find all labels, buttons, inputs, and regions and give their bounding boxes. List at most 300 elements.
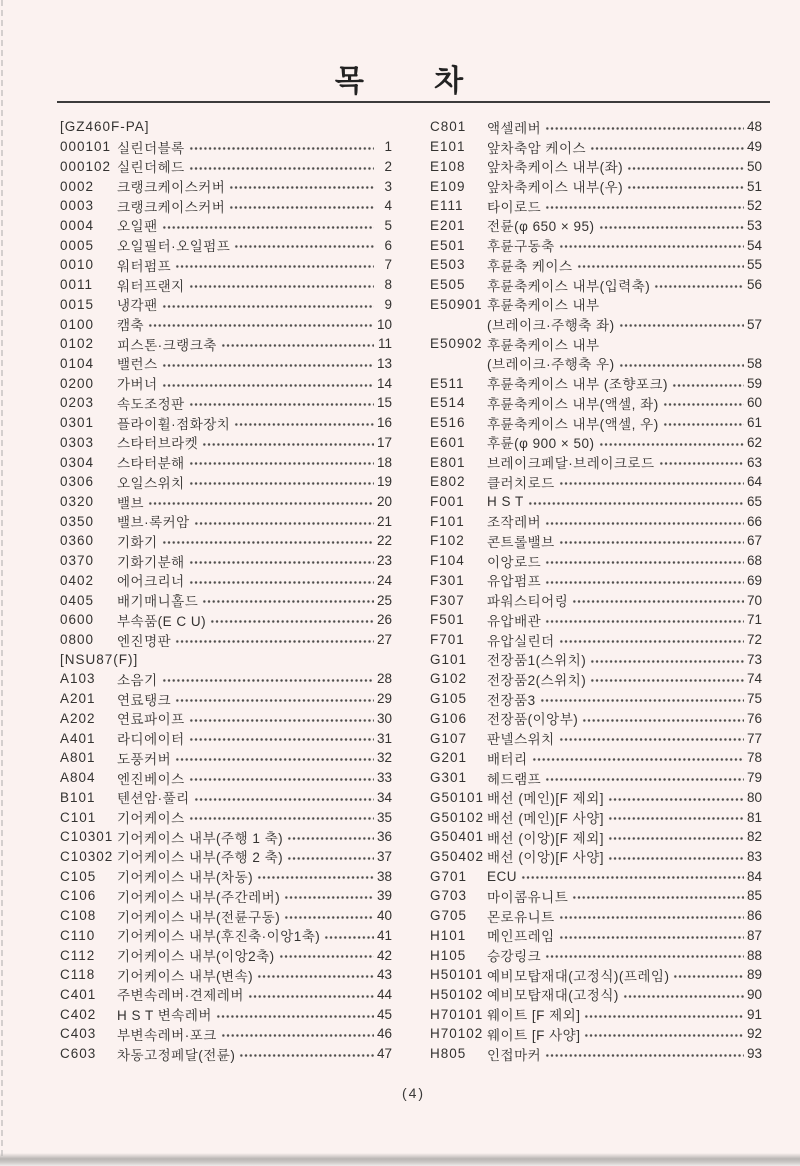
toc-entry-row xyxy=(430,649,762,669)
toc-entry-label: 전장품(이앙부) xyxy=(487,712,579,728)
toc-entry-page: 22 xyxy=(376,533,392,549)
toc-leader-dots xyxy=(559,531,744,551)
toc-entry-row xyxy=(430,354,762,374)
toc-entry-label: 소음기 xyxy=(117,672,158,688)
toc-entry-label: 마이콤유니트 xyxy=(487,889,569,905)
toc-entry-label: 엔진베이스 xyxy=(117,771,185,787)
toc-entry-label: 연료파이프 xyxy=(117,712,185,728)
toc-entry-row xyxy=(60,571,392,591)
toc-entry-row xyxy=(60,807,392,827)
toc-entry-row xyxy=(60,906,392,926)
toc-entry-code: A804 xyxy=(60,770,96,786)
toc-entry-page: 23 xyxy=(376,553,392,569)
toc-entry-code: C112 xyxy=(60,947,96,963)
toc-entry-label: 스타터분해 xyxy=(117,456,185,472)
toc-entry-page: 13 xyxy=(376,355,392,371)
toc-entry-code: H805 xyxy=(430,1046,467,1062)
toc-leader-dots xyxy=(521,866,744,886)
toc-entry-label: 후륜축케이스 내부(액셀, 우) xyxy=(487,416,659,432)
toc-entry-label: 부변속레버·포크 xyxy=(117,1027,217,1043)
toc-entry-page: 31 xyxy=(376,730,392,746)
toc-entry-page: 58 xyxy=(746,355,762,371)
toc-entry-page: 53 xyxy=(746,217,762,233)
toc-entry-label: 기어케이스 xyxy=(117,811,185,827)
toc-entry-label: 엔진명판 xyxy=(117,633,172,649)
toc-leader-dots xyxy=(162,216,374,236)
toc-entry-page: 72 xyxy=(746,632,762,648)
toc-leader-dots xyxy=(654,275,744,295)
toc-entry-code: 0303 xyxy=(60,434,95,450)
toc-entry-row xyxy=(430,827,762,847)
toc-entry-row xyxy=(60,886,392,906)
toc-entry-label: 전륜(φ 650 × 95) xyxy=(487,219,595,235)
toc-entry-code: G301 xyxy=(430,770,468,786)
toc-leader-dots xyxy=(619,314,744,334)
toc-leader-dots xyxy=(604,334,744,354)
toc-entry-row xyxy=(430,235,762,255)
toc-entry-page: 26 xyxy=(376,612,392,628)
toc-entry-row xyxy=(60,669,392,689)
toc-entry-code: E50902 xyxy=(430,336,483,352)
toc-entry-label: 실린더헤드 xyxy=(117,160,185,176)
toc-entry-label: 파워스티어링 xyxy=(487,594,569,610)
toc-leader-dots xyxy=(189,807,374,827)
toc-entry-label: 기어케이스 내부(후진축·이앙1축) xyxy=(117,929,321,945)
toc-leader-dots xyxy=(162,669,374,689)
toc-entry-code: G50401 xyxy=(430,829,485,845)
toc-entry-code: A801 xyxy=(60,750,96,766)
toc-entry-page: 74 xyxy=(746,671,762,687)
toc-entry-page: 52 xyxy=(746,198,762,214)
toc-entry-row xyxy=(430,176,762,196)
toc-entry-page: 75 xyxy=(746,691,762,707)
toc-entry-page: 21 xyxy=(376,513,392,529)
toc-entry-label: 헤드램프 xyxy=(487,771,542,787)
toc-entry-page: 6 xyxy=(384,237,392,253)
toc-entry-row xyxy=(430,669,762,689)
toc-entry-label: 냉각팬 xyxy=(117,298,158,314)
toc-entry-page: 38 xyxy=(376,868,392,884)
toc-entry-label: 크랭크케이스커버 xyxy=(117,199,226,215)
toc-leader-dots xyxy=(189,768,374,788)
toc-entry-code: 0011 xyxy=(60,277,94,293)
toc-entry-label: 전장품1(스위치) xyxy=(487,653,587,669)
toc-entry-code: H105 xyxy=(430,947,467,963)
toc-entry-label: 유압펌프 xyxy=(487,574,542,590)
toc-entry-page: 81 xyxy=(746,809,762,825)
toc-entry-label: H S T xyxy=(487,494,524,510)
toc-entry-code: 0200 xyxy=(60,375,95,391)
toc-entry-row xyxy=(60,748,392,768)
toc-entry-code: 0005 xyxy=(60,237,95,253)
toc-leader-dots xyxy=(162,531,374,551)
toc-entry-code: G201 xyxy=(430,750,468,766)
toc-entry-row xyxy=(430,275,762,295)
toc-leader-dots xyxy=(599,216,744,236)
toc-entry-row xyxy=(430,807,762,827)
toc-entry-page: 90 xyxy=(746,986,762,1002)
toc-leader-dots xyxy=(673,965,744,985)
toc-entry-row xyxy=(60,551,392,571)
toc-entry-code: E511 xyxy=(430,375,465,391)
toc-entry-page: 1 xyxy=(384,139,392,155)
toc-entry-row xyxy=(60,373,392,393)
toc-leader-dots xyxy=(663,393,744,413)
toc-entry-code: A201 xyxy=(60,691,96,707)
toc-entry-code: G50102 xyxy=(430,809,485,825)
toc-entry-code: F701 xyxy=(430,632,465,648)
toc-leader-dots xyxy=(590,649,744,669)
toc-entry-row xyxy=(60,216,392,236)
toc-entry-row xyxy=(430,610,762,630)
toc-leader-dots xyxy=(189,393,374,413)
toc-entry-code: 0800 xyxy=(60,632,95,648)
toc-entry-page: 10 xyxy=(376,316,392,332)
toc-entry-label: 후륜축 케이스 xyxy=(487,258,573,274)
toc-entry-row xyxy=(60,945,392,965)
toc-entry-page: 57 xyxy=(746,316,762,332)
toc-leader-dots xyxy=(545,511,744,531)
toc-entry-page: 42 xyxy=(376,947,392,963)
toc-leader-dots xyxy=(528,492,744,512)
toc-entry-page: 88 xyxy=(746,947,762,963)
toc-entry-label: 워터펌프 xyxy=(117,258,172,274)
toc-entry-page: 5 xyxy=(384,217,392,233)
toc-leader-dots xyxy=(189,571,374,591)
toc-entry-page: 40 xyxy=(376,908,392,924)
toc-entry-row xyxy=(60,176,392,196)
toc-entry-page: 83 xyxy=(746,848,762,864)
toc-leader-dots xyxy=(619,354,744,374)
toc-entry-row xyxy=(60,689,392,709)
toc-entry-code: G105 xyxy=(430,691,468,707)
toc-entry-label: 기어케이스 내부(주간레버) xyxy=(117,889,281,905)
toc-entry-row xyxy=(430,925,762,945)
toc-entry-page: 32 xyxy=(376,750,392,766)
toc-entry-row xyxy=(60,511,392,531)
toc-leader-dots xyxy=(627,176,744,196)
toc-leader-dots xyxy=(189,551,374,571)
toc-entry-row xyxy=(60,630,392,650)
toc-entry-row xyxy=(430,709,762,729)
toc-leader-dots xyxy=(584,1004,744,1024)
toc-entry-label: 메인프레임 xyxy=(487,929,555,945)
toc-leader-dots xyxy=(608,807,744,827)
toc-leader-dots xyxy=(257,965,374,985)
toc-entry-code: C801 xyxy=(430,119,467,135)
toc-entry-row xyxy=(430,433,762,453)
toc-entry-code: A401 xyxy=(60,730,96,746)
toc-entry-label: 클러치로드 xyxy=(487,475,555,491)
toc-entry-page: 66 xyxy=(746,513,762,529)
toc-leader-dots xyxy=(279,945,374,965)
toc-leader-dots xyxy=(189,472,374,492)
toc-entry-row xyxy=(430,630,762,650)
toc-entry-code: G101 xyxy=(430,651,468,667)
toc-leader-dots xyxy=(599,433,744,453)
toc-entry-label: 주변속레버·견제레버 xyxy=(117,988,244,1004)
toc-entry-row xyxy=(60,1024,392,1044)
toc-leader-dots xyxy=(239,1044,374,1064)
toc-entry-code: E50901 xyxy=(430,296,483,312)
toc-entry-row xyxy=(60,137,392,157)
toc-entry-code: E111 xyxy=(430,198,464,214)
toc-leader-dots xyxy=(189,156,374,176)
toc-entry-page: 45 xyxy=(376,1006,392,1022)
toc-entry-label: 부속품(E C U) xyxy=(117,613,207,629)
toc-entry-row xyxy=(60,354,392,374)
toc-leader-dots xyxy=(175,630,374,650)
page-title: 목 차 xyxy=(334,65,466,98)
toc-entry-label: 후륜축케이스 내부 xyxy=(487,298,600,314)
toc-entry-code: C108 xyxy=(60,908,97,924)
toc-entry-page: 30 xyxy=(376,710,392,726)
toc-entry-label: (브레이크·주행축 우) xyxy=(487,357,615,373)
toc-entry-row xyxy=(430,866,762,886)
toc-entry-label: 텐션암·풀리 xyxy=(117,791,190,807)
toc-entry-code: E505 xyxy=(430,277,466,293)
toc-entry-page: 54 xyxy=(746,237,762,253)
toc-entry-code: E801 xyxy=(430,454,466,470)
toc-entry-row xyxy=(430,294,762,314)
toc-entry-label: 예비모탑재대(고정식) xyxy=(487,988,619,1004)
toc-entry-code: G701 xyxy=(430,868,468,884)
toc-section-header: [NSU87(F)] xyxy=(60,651,139,667)
toc-entry-code: A103 xyxy=(60,671,96,687)
toc-leader-dots xyxy=(162,354,374,374)
toc-entry-label: 이앙로드 xyxy=(487,554,542,570)
toc-entry-label: 예비모탑재대(고정식)(프레임) xyxy=(487,968,670,984)
toc-entry-page: 67 xyxy=(746,533,762,549)
toc-leader-dots xyxy=(577,255,745,275)
toc-leader-dots xyxy=(545,945,744,965)
toc-entry-code: E514 xyxy=(430,395,466,411)
toc-entry-code: 0004 xyxy=(60,217,95,233)
toc-entry-page: 47 xyxy=(376,1046,392,1062)
toc-entry-row xyxy=(430,255,762,275)
toc-entry-page: 59 xyxy=(746,375,762,391)
toc-entry-label: 웨이트 [F 제외] xyxy=(487,1008,581,1024)
toc-leader-dots xyxy=(175,255,374,275)
toc-entry-label: 전장품3 xyxy=(487,692,536,708)
toc-entry-code: C101 xyxy=(60,809,97,825)
toc-leader-dots xyxy=(189,137,374,157)
toc-entry-row xyxy=(60,965,392,985)
toc-entry-page: 82 xyxy=(746,829,762,845)
toc-entry-label: 유압배관 xyxy=(487,613,542,629)
toc-entry-label: 유압실린더 xyxy=(487,633,555,649)
toc-entry-row xyxy=(430,492,762,512)
title-underline xyxy=(57,101,770,103)
toc-entry-page: 49 xyxy=(746,139,762,155)
toc-leader-dots xyxy=(545,1044,744,1064)
toc-entry-code: C10301 xyxy=(60,829,114,845)
toc-leader-dots xyxy=(202,433,374,453)
toc-entry-row xyxy=(60,985,392,1005)
toc-entry-label: 크랭크케이스커버 xyxy=(117,180,226,196)
toc-entry-row xyxy=(60,433,392,453)
toc-entry-code: E201 xyxy=(430,217,466,233)
toc-entry-page: 48 xyxy=(746,119,762,135)
toc-entry-label: 스타터브라켓 xyxy=(117,436,199,452)
toc-entry-code: G102 xyxy=(430,671,468,687)
toc-leader-dots xyxy=(229,196,374,216)
toc-entry-page: 36 xyxy=(376,829,392,845)
toc-entry-page: 11 xyxy=(377,336,392,352)
toc-leader-dots xyxy=(572,590,744,610)
toc-entry-row xyxy=(430,216,762,236)
toc-entry-code: G107 xyxy=(430,730,468,746)
toc-entry-code: 0002 xyxy=(60,178,95,194)
toc-entry-page: 24 xyxy=(376,572,392,588)
toc-entry-label: 가버너 xyxy=(117,377,158,393)
toc-entry-label: 액셀레버 xyxy=(487,120,542,136)
toc-leader-dots xyxy=(608,847,744,867)
toc-entry-code: 0405 xyxy=(60,592,95,608)
toc-entry-page: 2 xyxy=(384,158,392,174)
toc-leader-dots xyxy=(257,866,374,886)
toc-leader-dots xyxy=(559,728,744,748)
toc-entry-page: 69 xyxy=(746,572,762,588)
toc-leader-dots xyxy=(284,906,374,926)
toc-entry-row xyxy=(60,472,392,492)
toc-entry-page: 29 xyxy=(376,691,392,707)
toc-entry-label: 브레이크페달·브레이크로드 xyxy=(487,456,655,472)
toc-entry-label: 피스톤·크랭크축 xyxy=(117,337,217,353)
toc-entry-page: 84 xyxy=(746,868,762,884)
toc-entry-code: F101 xyxy=(430,513,465,529)
toc-leader-dots xyxy=(659,452,745,472)
toc-entry-page: 17 xyxy=(376,434,392,450)
toc-entry-page: 63 xyxy=(746,454,762,470)
toc-leader-dots xyxy=(545,117,744,137)
toc-entry-label: 승강링크 xyxy=(487,949,542,965)
toc-leader-dots xyxy=(545,571,744,591)
toc-leader-dots xyxy=(608,827,744,847)
toc-entry-row xyxy=(430,531,762,551)
toc-entry-row xyxy=(60,787,392,807)
toc-entry-code: 0320 xyxy=(60,494,95,510)
toc-leader-dots xyxy=(202,590,374,610)
toc-entry-page: 78 xyxy=(746,750,762,766)
toc-entry-label: 배선 (메인)[F 사양] xyxy=(487,811,604,827)
toc-leader-dots xyxy=(162,373,374,393)
toc-entry-row xyxy=(60,728,392,748)
toc-leader-dots xyxy=(284,886,374,906)
toc-entry-row xyxy=(430,551,762,571)
toc-entry-code: 0402 xyxy=(60,572,95,588)
toc-entry-code: 0360 xyxy=(60,533,95,549)
toc-entry-row xyxy=(430,334,762,354)
toc-entry-code: 0306 xyxy=(60,474,95,490)
toc-entry-row xyxy=(60,294,392,314)
toc-entry-code: E108 xyxy=(430,158,466,174)
toc-entry-row xyxy=(60,255,392,275)
toc-entry-row xyxy=(60,235,392,255)
toc-entry-row xyxy=(60,866,392,886)
toc-entry-code: C603 xyxy=(60,1046,97,1062)
toc-entry-code: G50402 xyxy=(430,848,485,864)
toc-entry-code: E101 xyxy=(430,139,466,155)
toc-leader-dots xyxy=(532,748,744,768)
toc-entry-page: 4 xyxy=(384,198,392,214)
toc-entry-label: 웨이트 [F 사양] xyxy=(487,1027,581,1043)
toc-entry-page: 39 xyxy=(376,888,392,904)
toc-leader-dots xyxy=(608,787,744,807)
toc-leader-dots xyxy=(559,472,744,492)
toc-leader-dots xyxy=(194,511,374,531)
toc-entry-page: 51 xyxy=(746,178,762,194)
toc-entry-row xyxy=(430,571,762,591)
toc-entry-code: E601 xyxy=(430,434,466,450)
toc-leader-dots xyxy=(559,630,744,650)
toc-entry-code: G703 xyxy=(430,888,468,904)
toc-entry-label: 밸브·록커암 xyxy=(117,515,190,531)
toc-entry-row xyxy=(430,787,762,807)
toc-entry-page: 77 xyxy=(746,730,762,746)
toc-entry-page: 68 xyxy=(746,553,762,569)
toc-leader-dots xyxy=(559,906,744,926)
toc-entry-page: 93 xyxy=(746,1046,762,1062)
toc-entry-row xyxy=(430,728,762,748)
toc-entry-row xyxy=(430,945,762,965)
toc-entry-row xyxy=(430,393,762,413)
toc-entry-label: 앞차축케이스 내부(좌) xyxy=(487,160,624,176)
toc-entry-code: C118 xyxy=(60,967,96,983)
toc-entry-page: 71 xyxy=(746,612,762,628)
toc-entry-label: 오일스위치 xyxy=(117,475,185,491)
toc-leader-dots xyxy=(590,137,744,157)
toc-entry-page: 3 xyxy=(384,178,392,194)
toc-entry-page: 16 xyxy=(376,415,392,431)
toc-entry-page: 41 xyxy=(376,927,392,943)
toc-entry-label: 전장품2(스위치) xyxy=(487,672,587,688)
toc-entry-row xyxy=(60,413,392,433)
toc-entry-page: 64 xyxy=(746,474,762,490)
toc-leader-dots xyxy=(540,689,744,709)
toc-entry-code: 000101 xyxy=(60,139,112,155)
toc-leader-dots xyxy=(287,827,374,847)
toc-leader-dots xyxy=(545,196,744,216)
toc-leader-dots xyxy=(234,235,374,255)
toc-leader-dots xyxy=(604,294,744,314)
toc-entry-label: 배기매니홀드 xyxy=(117,594,199,610)
toc-entry-label: 몬로유니트 xyxy=(487,909,555,925)
toc-entry-code: C403 xyxy=(60,1026,97,1042)
toc-entry-row xyxy=(430,156,762,176)
toc-entry-row xyxy=(430,1004,762,1024)
toc-leader-dots xyxy=(582,709,744,729)
toc-leader-dots xyxy=(584,1024,744,1044)
toc-leader-dots xyxy=(189,452,374,472)
toc-entry-row xyxy=(430,1024,762,1044)
toc-entry-page: 62 xyxy=(746,434,762,450)
toc-entry-code: H70101 xyxy=(430,1006,484,1022)
toc-entry-row xyxy=(60,827,392,847)
toc-leader-dots xyxy=(175,689,374,709)
toc-entry-label: 라디에이터 xyxy=(117,732,185,748)
toc-entry-page: 20 xyxy=(376,494,392,510)
toc-leader-dots xyxy=(248,985,374,1005)
toc-entry-page: 33 xyxy=(376,770,392,786)
toc-entry-label: 워터프랜지 xyxy=(117,278,185,294)
toc-entry-page: 56 xyxy=(746,277,762,293)
toc-entry-code: E802 xyxy=(430,474,466,490)
toc-entry-code: C402 xyxy=(60,1006,97,1022)
toc-entry-code: G106 xyxy=(430,710,468,726)
toc-leader-dots xyxy=(221,334,374,354)
toc-entry-row xyxy=(60,452,392,472)
